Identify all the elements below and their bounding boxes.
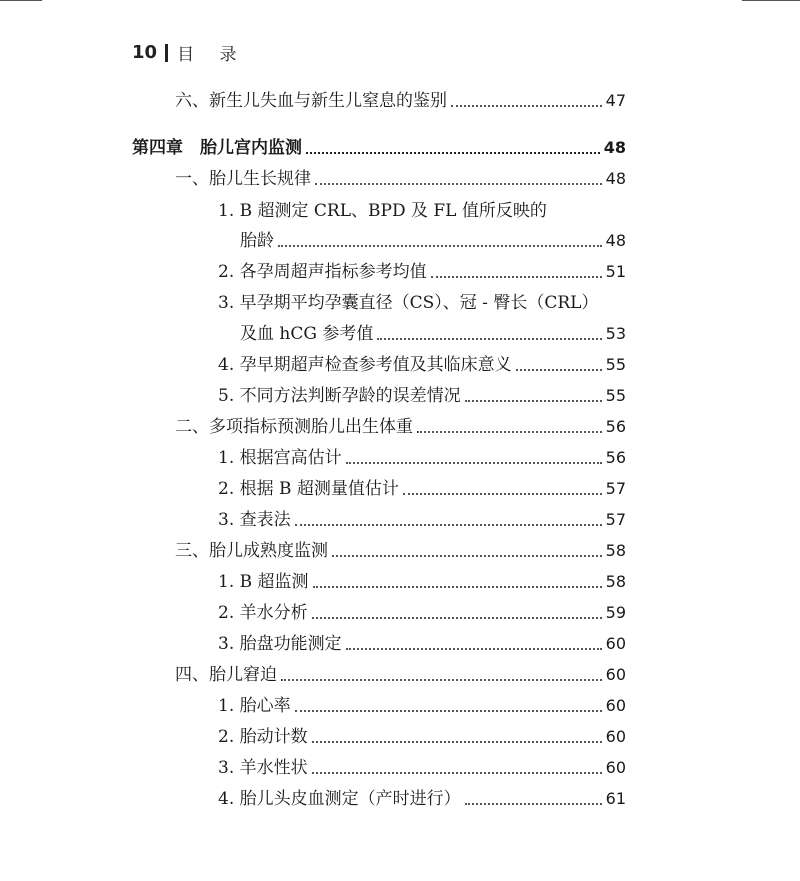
page-number: 10 xyxy=(132,42,158,63)
toc-entry-page: 48 xyxy=(605,169,626,188)
toc-entry xyxy=(218,633,626,655)
toc-entry-label: 2. 根据 B 超测量值估计 xyxy=(218,479,399,499)
dot-leader xyxy=(403,493,602,495)
dot-leader xyxy=(465,803,602,805)
toc-entry-label: 3. 查表法 xyxy=(218,510,291,530)
dot-leader xyxy=(295,710,602,712)
toc-entry xyxy=(218,788,626,810)
dot-leader xyxy=(417,431,602,433)
toc-entry-label: 5. 不同方法判断孕龄的误差情况 xyxy=(218,386,461,406)
dot-leader xyxy=(312,617,602,619)
toc-entry xyxy=(218,509,626,531)
toc-entry xyxy=(240,230,626,252)
toc-entry-page: 60 xyxy=(605,665,626,684)
toc-entry xyxy=(218,602,626,624)
dot-leader xyxy=(451,105,602,107)
toc-entry-label: 三、胎儿成熟度监测 xyxy=(175,541,328,561)
toc-entry-label: 第四章 胎儿宫内监测 xyxy=(132,138,302,158)
dot-leader xyxy=(377,338,601,340)
toc-entry-label: 1. 胎心率 xyxy=(218,696,291,716)
toc-entry-label: 4. 胎儿头皮血测定（产时进行） xyxy=(218,789,461,809)
dot-leader xyxy=(278,245,602,247)
toc-entry xyxy=(175,416,626,438)
toc-entry-label: 四、胎儿窘迫 xyxy=(175,665,277,685)
toc-chapter-entry xyxy=(132,137,626,159)
toc-entry xyxy=(218,354,626,376)
toc-entry xyxy=(218,385,626,407)
toc-entry-label: 1. B 超监测 xyxy=(218,572,309,592)
toc-entry-page: 53 xyxy=(605,324,626,343)
toc-entry-page: 58 xyxy=(605,541,626,560)
dot-leader xyxy=(346,648,602,650)
toc-entry xyxy=(218,261,626,283)
toc-entry-page: 48 xyxy=(603,138,626,157)
toc-entry-page: 48 xyxy=(605,231,626,250)
dot-leader xyxy=(313,586,602,588)
dot-leader xyxy=(315,183,602,185)
toc-entry xyxy=(218,447,626,469)
toc-entry-page: 55 xyxy=(605,386,626,405)
toc-entry-label: 3. 早孕期平均孕囊直径（CS）、冠 - 臀长（CRL） xyxy=(218,293,599,313)
toc-entry-page: 56 xyxy=(605,448,626,467)
toc-entry-label: 2. 羊水分析 xyxy=(218,603,308,623)
toc-entry xyxy=(218,726,626,748)
dot-leader xyxy=(465,400,602,402)
toc-entry-label: 六、新生儿失血与新生儿窒息的鉴别 xyxy=(175,91,447,111)
toc-entry-page: 61 xyxy=(605,789,626,808)
toc-entry-page: 60 xyxy=(605,727,626,746)
toc-entry xyxy=(218,571,626,593)
toc-entry-page: 47 xyxy=(605,91,626,110)
toc-entry-label: 2. 各孕周超声指标参考均值 xyxy=(218,262,427,282)
dot-leader xyxy=(312,741,602,743)
toc-entry xyxy=(175,540,626,562)
toc-entry xyxy=(218,757,626,779)
dot-leader xyxy=(346,462,602,464)
toc-entry-label: 胎龄 xyxy=(240,231,274,251)
toc-entry-page: 59 xyxy=(605,603,626,622)
toc-entry xyxy=(175,90,626,112)
toc-entry-page: 51 xyxy=(605,262,626,281)
dot-leader xyxy=(312,772,602,774)
toc-entry-label: 3. 胎盘功能测定 xyxy=(218,634,342,654)
dot-leader xyxy=(306,152,600,154)
toc-entry-label: 及血 hCG 参考值 xyxy=(240,324,374,344)
toc-entry xyxy=(218,695,626,717)
toc-entry-label: 一、胎儿生长规律 xyxy=(175,169,311,189)
dot-leader xyxy=(295,524,602,526)
toc-entry xyxy=(218,478,626,500)
toc-entry xyxy=(175,664,626,686)
toc-entry xyxy=(240,323,626,345)
toc-entry-page: 56 xyxy=(605,417,626,436)
toc-entry-label: 二、多项指标预测胎儿出生体重 xyxy=(175,417,413,437)
dot-leader xyxy=(516,369,602,371)
toc-entry-label: 3. 羊水性状 xyxy=(218,758,308,778)
dot-leader xyxy=(281,679,602,681)
toc-entry-label: 4. 孕早期超声检查参考值及其临床意义 xyxy=(218,355,512,375)
dot-leader xyxy=(431,276,602,278)
toc-entry-page: 57 xyxy=(605,479,626,498)
toc-entry-page: 60 xyxy=(605,758,626,777)
toc-entry-label: 1. B 超测定 CRL、BPD 及 FL 值所反映的 xyxy=(218,201,547,221)
toc-entry-page: 57 xyxy=(605,510,626,529)
toc-entry-label: 2. 胎动计数 xyxy=(218,727,308,747)
page-title: 目 录 xyxy=(177,45,247,65)
dot-leader xyxy=(332,555,602,557)
toc-entry-label: 1. 根据宫高估计 xyxy=(218,448,342,468)
toc-entry-page: 60 xyxy=(605,634,626,653)
toc-entry-page: 55 xyxy=(605,355,626,374)
toc-entry-page: 60 xyxy=(605,696,626,715)
toc-entry xyxy=(175,168,626,190)
toc-entry-page: 58 xyxy=(605,572,626,591)
